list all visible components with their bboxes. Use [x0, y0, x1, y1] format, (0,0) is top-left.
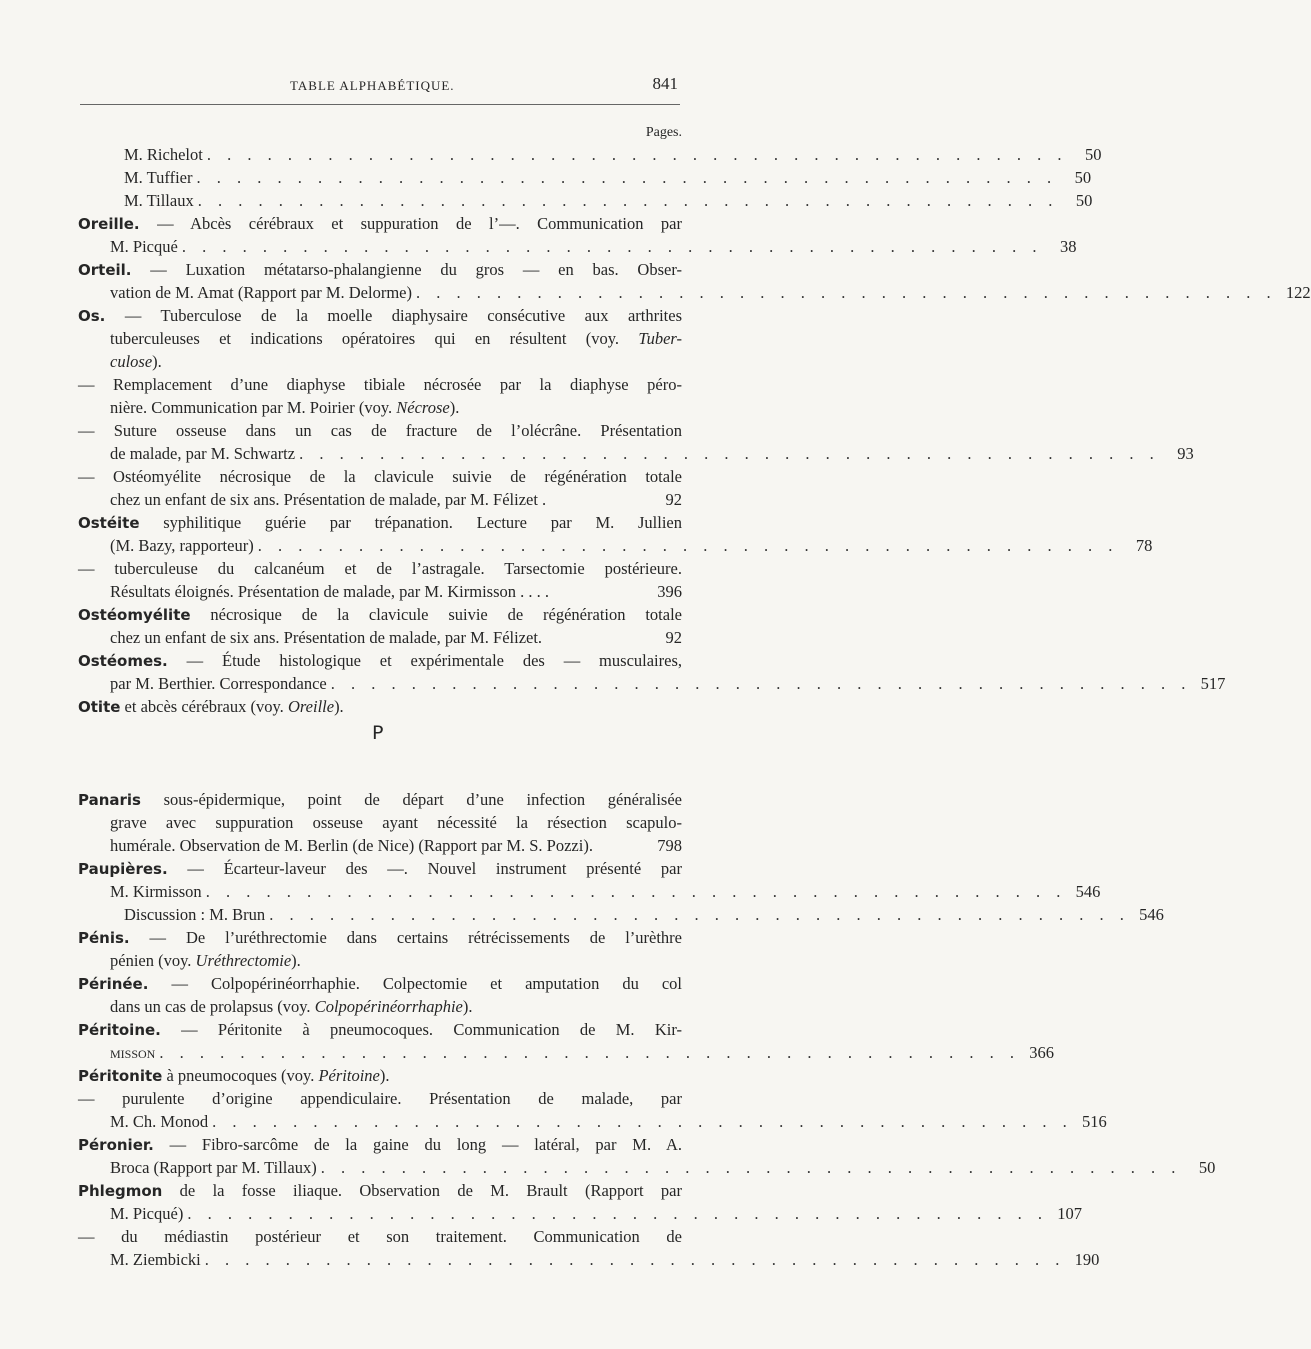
index-keyword: Paupières. — [78, 860, 168, 878]
index-entry-line: M. Picqué . . . . . . . . . . . . . . . . . . . . . . . . . . . . . . . . . . . . . . . . . . . 38 — [110, 237, 1077, 256]
index-entry-line: Orteil. — Luxation métatarso-phalangienne du gros — en bas. Obser- — [78, 260, 682, 279]
index-entry-line: M. Picqué) . . . . . . . . . . . . . . . . . . . . . . . . . . . . . . . . . . . . . . . . . . . 107 — [110, 1204, 1082, 1223]
index-entry-line: M. Tillaux . . . . . . . . . . . . . . . . . . . . . . . . . . . . . . . . . . . . . . . . . . . 50 — [124, 191, 1093, 210]
page-title: TABLE ALPHABÉTIQUE. — [290, 78, 455, 93]
index-entry-line: — Ostéomyélite nécrosique de la clavicule suivie de régénération totale — [78, 467, 682, 486]
index-keyword: Ostéomes. — [78, 652, 168, 670]
page-ref: 107 — [1057, 1204, 1082, 1223]
page-ref: 92 — [665, 628, 682, 647]
index-entry-line: tuberculeuses et indications opératoires qui en résultent (voy. Tuber- — [110, 329, 682, 348]
index-entry-line: Ostéomes. — Étude histologique et expérimentale des — musculaires, — [78, 651, 682, 670]
index-section-p — [78, 788, 1216, 1271]
index-entry-line: Résultats éloignés. Présentation de malade, par M. Kirmisson . . . . 396 — [110, 582, 682, 601]
page-number: 841 — [652, 74, 678, 93]
index-keyword: Ostéomyélite — [78, 606, 191, 624]
index-keyword: Péronier. — [78, 1136, 154, 1154]
index-keyword: Périnée. — [78, 975, 149, 993]
page-ref: 517 — [1200, 674, 1226, 693]
pages-column-label: Pages. — [645, 125, 682, 140]
index-entry-line: M. Kirmisson . . . . . . . . . . . . . . . . . . . . . . . . . . . . . . . . . . . . . . . . . . . 546 — [110, 882, 1101, 901]
index-entry-line: grave avec suppuration osseuse ayant nécessité la résection scapulo- — [110, 813, 682, 832]
page-ref: 516 — [1081, 1112, 1107, 1131]
leader-dots: . . . . . . . . . . . . . . . . . . . . . . . . . . . . . . . . . . . . . . . . . . . — [205, 882, 1067, 901]
index-entry-line: — Remplacement d’une diaphyse tibiale nécrosée par la diaphyse péro- — [78, 375, 682, 394]
leader-dots: . . . . . . . . . . . . . . . . . . . . . . . . . . . . . . . . . . . . . . . . . . . — [415, 283, 1277, 302]
page-ref: 122 — [1285, 283, 1311, 302]
index-entry-line: dans un cas de prolapsus (voy. Colpopérinéorrhaphie). — [110, 997, 473, 1016]
leader-dots: . . . . . . . . . . . . . . . . . . . . . . . . . . . . . . . . . . . . . . . . . . . — [212, 1112, 1073, 1131]
leader-dots: . . . . . . . . . . . . . . . . . . . . . . . . . . . . . . . . . . . . . . . . . . . — [159, 1043, 1020, 1062]
page-ref: 798 — [657, 836, 682, 855]
index-entry-line: Discussion : M. Brun . . . . . . . . . . . . . . . . . . . . . . . . . . . . . . . . . . . . . . . . . . . 546 — [124, 905, 1164, 924]
index-keyword: Pénis. — [78, 929, 130, 947]
leader-dots: . . . . . . . . . . . . . . . . . . . . . . . . . . . . . . . . . . . . . . . . . . . — [196, 168, 1058, 187]
index-entry-line: Otite et abcès cérébraux (voy. Oreille). — [78, 697, 344, 716]
index-entry-line: vation de M. Amat (Rapport par M. Delorme) . . . . . . . . . . . . . . . . . . . . . . . . . . . . . . . . . . . . . . . . . . . 122 — [110, 283, 1311, 302]
index-entry-line: M. Tuffier . . . . . . . . . . . . . . . . . . . . . . . . . . . . . . . . . . . . . . . . . . . 50 — [124, 168, 1092, 187]
page-ref: 396 — [657, 582, 682, 601]
index-entry-line: Phlegmon de la fosse iliaque. Observation de M. Brault (Rapport par — [78, 1181, 682, 1200]
index-entry-line: Paupières. — Écarteur-laveur des —. Nouvel instrument présenté par — [78, 859, 682, 878]
page-ref: 50 — [1084, 145, 1102, 164]
index-entry-line: M. Ziembicki . . . . . . . . . . . . . . . . . . . . . . . . . . . . . . . . . . . . . . . . . . . 190 — [110, 1250, 1100, 1269]
header-rule — [80, 104, 680, 105]
leader-dots: . . . . . . . . . . . . . . . . . . . . . . . . . . . . . . . . . . . . . . . . . . . — [257, 536, 1119, 555]
leader-dots: . . . . . . . . . . . . . . . . . . . . . . . . . . . . . . . . . . . . . . . . . . . — [299, 444, 1160, 463]
index-entry-line: — Suture osseuse dans un cas de fracture de l’olécrâne. Présentation — [78, 421, 682, 440]
page-ref: 366 — [1029, 1043, 1054, 1062]
page-ref: 50 — [1075, 191, 1093, 210]
index-keyword: Panaris — [78, 791, 141, 809]
index-keyword: Otite — [78, 698, 121, 716]
index-entry-line: Ostéomyélite nécrosique de la clavicule suivie de régénération totale — [78, 605, 682, 624]
index-entry-line: — purulente d’origine appendiculaire. Présentation de malade, par — [78, 1089, 682, 1108]
index-entry-line: chez un enfant de six ans. Présentation de malade, par M. Félizet . 92 — [110, 490, 682, 509]
index-keyword: Phlegmon — [78, 1182, 163, 1200]
index-entry-line: pénien (voy. Uréthrectomie). — [110, 951, 301, 970]
leader-dots: . . . . . . . . . . . . . . . . . . . . . . . . . . . . . . . . . . . . . . . . . . . — [181, 237, 1043, 256]
index-entry-line: Ostéite syphilitique guérie par trépanation. Lecture par M. Jullien — [78, 513, 682, 532]
leader-dots: . . . . . . . . . . . . . . . . . . . . . . . . . . . . . . . . . . . . . . . . . . . — [206, 145, 1068, 164]
index-entry-line: Panaris sous-épidermique, point de départ d’une infection généralisée — [78, 790, 682, 809]
index-section-o — [78, 124, 1311, 718]
index-entry-line: — du médiastin postérieur et son traitement. Communication de — [78, 1227, 682, 1246]
leader-dots: . . . . . . . . . . . . . . . . . . . . . . . . . . . . . . . . . . . . . . . . . . . — [269, 905, 1130, 924]
page-ref: 92 — [665, 490, 682, 509]
leader-dots: . . . . . . . . . . . . . . . . . . . . . . . . . . . . . . . . . . . . . . . . . . . — [320, 1158, 1182, 1177]
page-ref: 546 — [1075, 882, 1101, 901]
index-entry-line: (M. Bazy, rapporteur) . . . . . . . . . . . . . . . . . . . . . . . . . . . . . . . . . . . . . . . . . . . 78 — [110, 536, 1153, 555]
index-entry-line: Périnée. — Colpopérinéorrhaphie. Colpectomie et amputation du col — [78, 974, 682, 993]
index-entry-line: Pénis. — De l’uréthrectomie dans certains rétrécissements de l’urèthre — [78, 928, 682, 947]
index-entry-line: misson . . . . . . . . . . . . . . . . . . . . . . . . . . . . . . . . . . . . . . . . . . . 366 — [110, 1043, 1054, 1062]
page-ref: 93 — [1177, 444, 1194, 463]
index-entry-line: Broca (Rapport par M. Tillaux) . . . . . . . . . . . . . . . . . . . . . . . . . . . . . . . . . . . . . . . . . . . 50 — [110, 1158, 1216, 1177]
page-ref: 38 — [1059, 237, 1077, 256]
running-head — [80, 74, 680, 100]
index-entry-line: Péritoine. — Péritonite à pneumocoques. Communication de M. Kir- — [78, 1020, 682, 1039]
index-entry-line: Péronier. — Fibro-sarcôme de la gaine du long — latéral, par M. A. — [78, 1135, 682, 1154]
index-entry-line: M. Richelot . . . . . . . . . . . . . . . . . . . . . . . . . . . . . . . . . . . . . . . . . . . 50 — [124, 145, 1102, 164]
index-entry-line: chez un enfant de six ans. Présentation de malade, par M. Félizet. 92 — [110, 628, 682, 647]
index-entry-line: M. Ch. Monod . . . . . . . . . . . . . . . . . . . . . . . . . . . . . . . . . . . . . . . . . . . 516 — [110, 1112, 1107, 1131]
index-entry-line: Oreille. — Abcès cérébraux et suppuration de l’—. Communication par — [78, 214, 682, 233]
index-keyword: Péritoine. — [78, 1021, 161, 1039]
index-keyword: Orteil. — [78, 261, 132, 279]
index-entry-line: de malade, par M. Schwartz . . . . . . . . . . . . . . . . . . . . . . . . . . . . . . . . . . . . . . . . . . . 93 — [110, 444, 1194, 463]
index-entry-line: Péritonite à pneumocoques (voy. Péritoine). — [78, 1066, 390, 1085]
page-ref: 50 — [1074, 168, 1092, 187]
page-ref: 78 — [1135, 536, 1153, 555]
index-entry-line: humérale. Observation de M. Berlin (de Nice) (Rapport par M. S. Pozzi). 798 — [110, 836, 682, 855]
leader-dots: . . . . . . . . . . . . . . . . . . . . . . . . . . . . . . . . . . . . . . . . . . . — [204, 1250, 1066, 1269]
page-ref: 190 — [1074, 1250, 1100, 1269]
index-keyword: Os. — [78, 307, 106, 325]
index-entry-line: — tuberculeuse du calcanéum et de l’astragale. Tarsectomie postérieure. — [78, 559, 682, 578]
index-entry-line: Os. — Tuberculose de la moelle diaphysaire consécutive aux arthrites — [78, 306, 682, 325]
page-ref: 50 — [1198, 1158, 1216, 1177]
index-entry-line: nière. Communication par M. Poirier (voy. Nécrose). — [110, 398, 460, 417]
index-keyword: Ostéite — [78, 514, 140, 532]
index-keyword: Oreille. — [78, 215, 140, 233]
section-letter: P — [372, 722, 384, 744]
index-entry-line: culose). — [110, 352, 162, 371]
index-keyword: Péritonite — [78, 1067, 163, 1085]
leader-dots: . . . . . . . . . . . . . . . . . . . . . . . . . . . . . . . . . . . . . . . . . . . — [330, 674, 1192, 693]
leader-dots: . . . . . . . . . . . . . . . . . . . . . . . . . . . . . . . . . . . . . . . . . . . — [187, 1204, 1048, 1223]
page-ref: 546 — [1139, 905, 1164, 924]
index-entry-line: par M. Berthier. Correspondance . . . . . . . . . . . . . . . . . . . . . . . . . . . . . . . . . . . . . . . . . . . 517 — [110, 674, 1226, 693]
leader-dots: . . . . . . . . . . . . . . . . . . . . . . . . . . . . . . . . . . . . . . . . . . . — [197, 191, 1059, 210]
